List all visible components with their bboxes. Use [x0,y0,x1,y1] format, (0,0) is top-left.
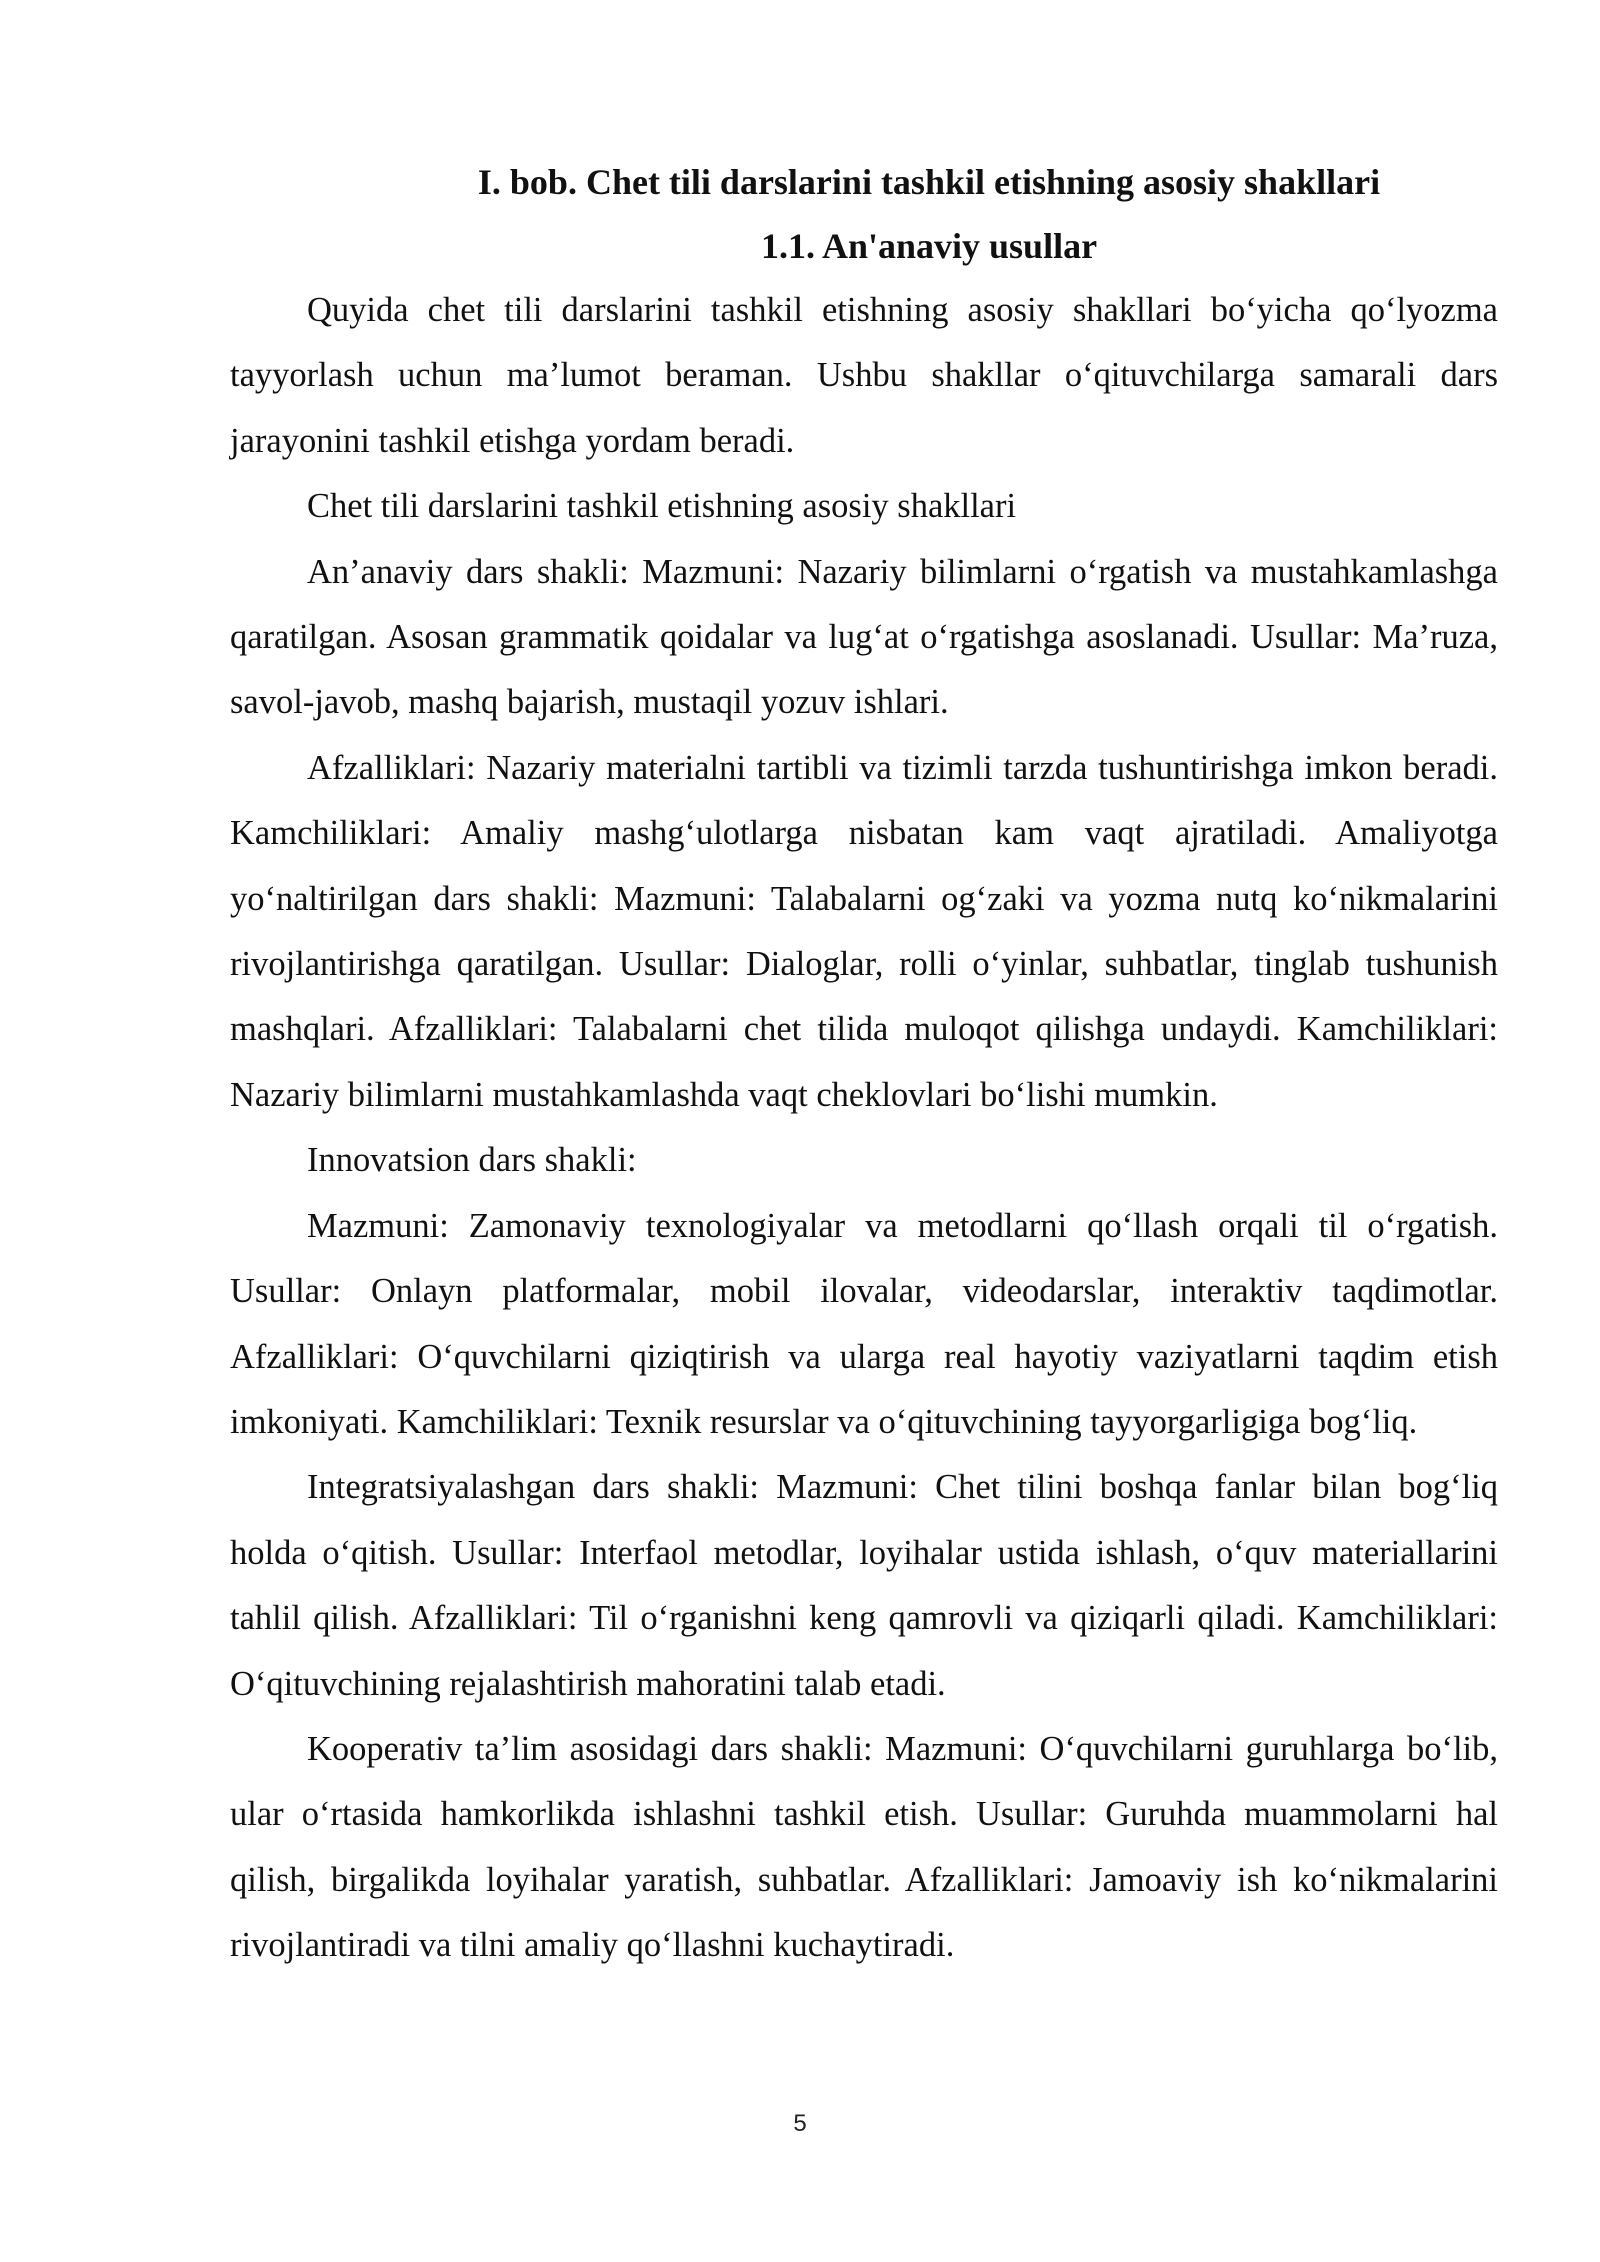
paragraph-traditional-form: An’anaviy dars shakli: Mazmuni: Nazariy bilimlarni o‘rgatish va mustahkamlashga qaratilgan. Asosan grammatik qoidalar va lug‘at o‘rgatishga asoslanadi. Usullar: Ma’ruza, savol-javob, mashq bajarish, mustaqil yozuv ishlari. [230,552,1498,722]
page-body [230,150,1498,1979]
paragraph-innovative-title: Innovatsion dars shakli: [307,1141,637,1180]
paragraph-innovative-content: Mazmuni: Zamonaviy texnologiyalar va metodlarni qo‘llash orqali til o‘rgatish. Usullar: Onlayn platformalar, mobil ilovalar, videodarslar, interaktiv taqdimotlar. Afzalliklari: O‘quvchilarni qiziqtirish va ularga real hayotiy vaziyatlarni taqdim etish imkoniyati. Kamchiliklari: Texnik resurslar va o‘qituvchining tayyorgarligiga bog‘liq. [230,1206,1498,1441]
paragraph-integrated-form: Integratsiyalashgan dars shakli: Mazmuni: Chet tilini boshqa fanlar bilan bog‘liq holda o‘qitish. Usullar: Interfaol metodlar, loyihalar ustida ishlash, o‘quv materiallarini tahlil qilish. Afzalliklari: Til o‘rganishni keng qamrovli va qiziqarli qiladi. Kamchiliklari: O‘qituvchining rejalashtirish mahoratini talab etadi. [230,1468,1498,1703]
page-number: 5 [793,2110,807,2137]
paragraph-subheading: Chet tili darslarini tashkil etishning asosiy shakllari [307,487,1017,526]
section-title: 1.1. An'anaviy usullar [760,226,1098,266]
paragraph-advantages-practical: Afzalliklari: Nazariy materialni tartibli va tizimli tarzda tushuntirishga imkon beradi. Kamchiliklari: Amaliy mashg‘ulotlarga nisbatan kam vaqt ajratiladi. Amaliyotga yo‘naltirilgan dars shakli: Mazmuni: Talabalarni og‘zaki va yozma nutq ko‘nikmalarini rivojlantirishga qaratilgan. Usullar: Dialoglar, rolli o‘yinlar, suhbatlar, tinglab tushunish mashqlari. Afzalliklari: Talabalarni chet tilida muloqot qilishga undaydi. Kamchiliklari: Nazariy bilimlarni mustahkamlashda vaqt cheklovlari bo‘lishi mumkin. [230,748,1498,1114]
chapter-title: I. bob. Chet tili darslarini tashkil etishning asosiy shakllari [477,162,1381,202]
paragraph-cooperative-form: Kooperativ ta’lim asosidagi dars shakli: Mazmuni: O‘quvchilarni guruhlarga bo‘lib, ular o‘rtasida hamkorlikda ishlashni tashkil etish. Usullar: Guruhda muammolarni hal qilish, birgalikda loyihalar yaratish, suhbatlar. Afzalliklari: Jamoaviy ish ko‘nikmalarini rivojlantiradi va tilni amaliy qo‘llashni kuchaytiradi. [230,1729,1498,1965]
paragraph-intro: Quyida chet tili darslarini tashkil etishning asosiy shakllari bo‘yicha qo‘lyozma tayyorlash uchun ma’lumot beraman. Ushbu shakllar o‘qituvchilarga samarali dars jarayonini tashkil etishga yordam beradi. [230,291,1498,460]
